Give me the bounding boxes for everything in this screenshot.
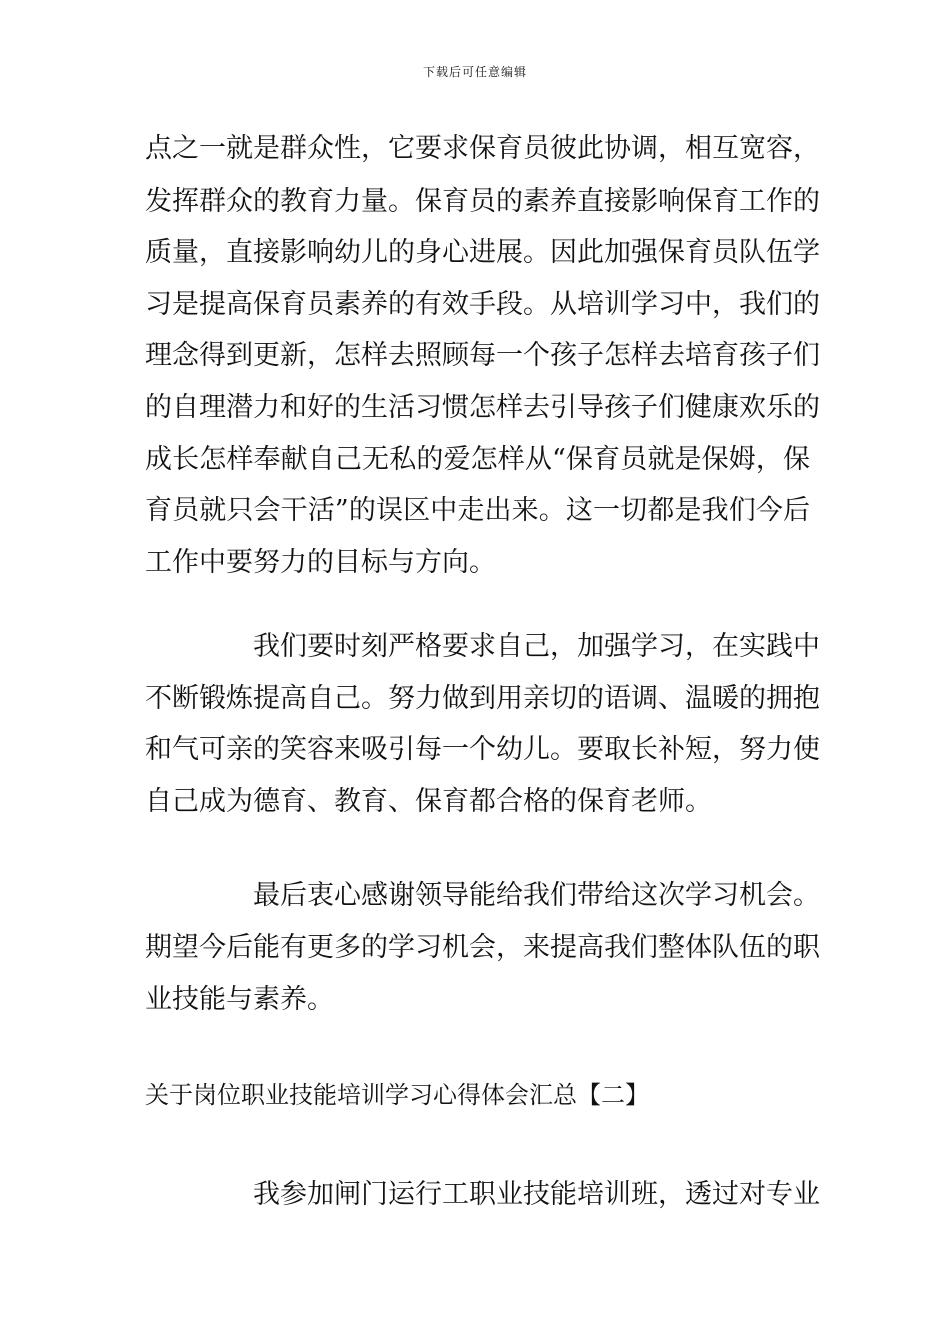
paragraph-line: 期望今后能有更多的学习机会，来提高我们整体队伍的职	[145, 932, 820, 963]
paragraph-2	[145, 628, 820, 820]
paragraph-line: 习是提高保育员素养的有效手段。从培训学习中，我们的	[145, 289, 820, 320]
paragraph-line: 不断锻炼提高自己。努力做到用亲切的语调、温暖的拥抱	[145, 683, 820, 714]
page-header: 下载后可任意编辑	[422, 65, 527, 79]
section-heading	[145, 1079, 810, 1111]
paragraph-line: 点之一就是群众性，它要求保育员彼此协调，相互宽容，	[145, 133, 820, 164]
paragraph-3	[145, 877, 820, 1018]
paragraph-line: 自己成为德育、教育、保育都合格的保育老师。	[145, 786, 712, 817]
paragraph-line: 和气可亲的笑容来吸引每一个幼儿。要取长补短，努力使	[145, 734, 820, 765]
paragraph-line: 质量，直接影响幼儿的身心进展。因此加强保育员队伍学	[145, 237, 820, 268]
paragraph-line: 我参加闸门运行工职业技能培训班，透过对专业	[253, 1179, 820, 1210]
section-heading-text: 关于岗位职业技能培训学习心得体会汇总【二】	[145, 1081, 649, 1109]
paragraph-line: 理念得到更新，怎样去照顾每一个孩子怎样去培育孩子们	[145, 340, 820, 371]
paragraph-1	[145, 130, 820, 581]
paragraph-line: 工作中要努力的目标与方向。	[145, 547, 496, 578]
paragraph-line: 业技能与素养。	[145, 984, 334, 1015]
paragraph-line: 发挥群众的教育力量。保育员的素养直接影响保育工作的	[145, 186, 820, 217]
paragraph-line: 育员就只会干活”的误区中走出来。这一切都是我们今后	[145, 495, 810, 526]
paragraph-line: 我们要时刻严格要求自己，加强学习，在实践中	[253, 631, 820, 662]
paragraph-line: 成长怎样奉献自己无私的爱怎样从“保育员就是保姆，保	[145, 444, 810, 475]
paragraph-line: 最后衷心感谢领导能给我们带给这次学习机会。	[253, 880, 820, 911]
paragraph-4	[145, 1176, 820, 1213]
paragraph-line: 的自理潜力和好的生活习惯怎样去引导孩子们健康欢乐的	[145, 392, 820, 423]
